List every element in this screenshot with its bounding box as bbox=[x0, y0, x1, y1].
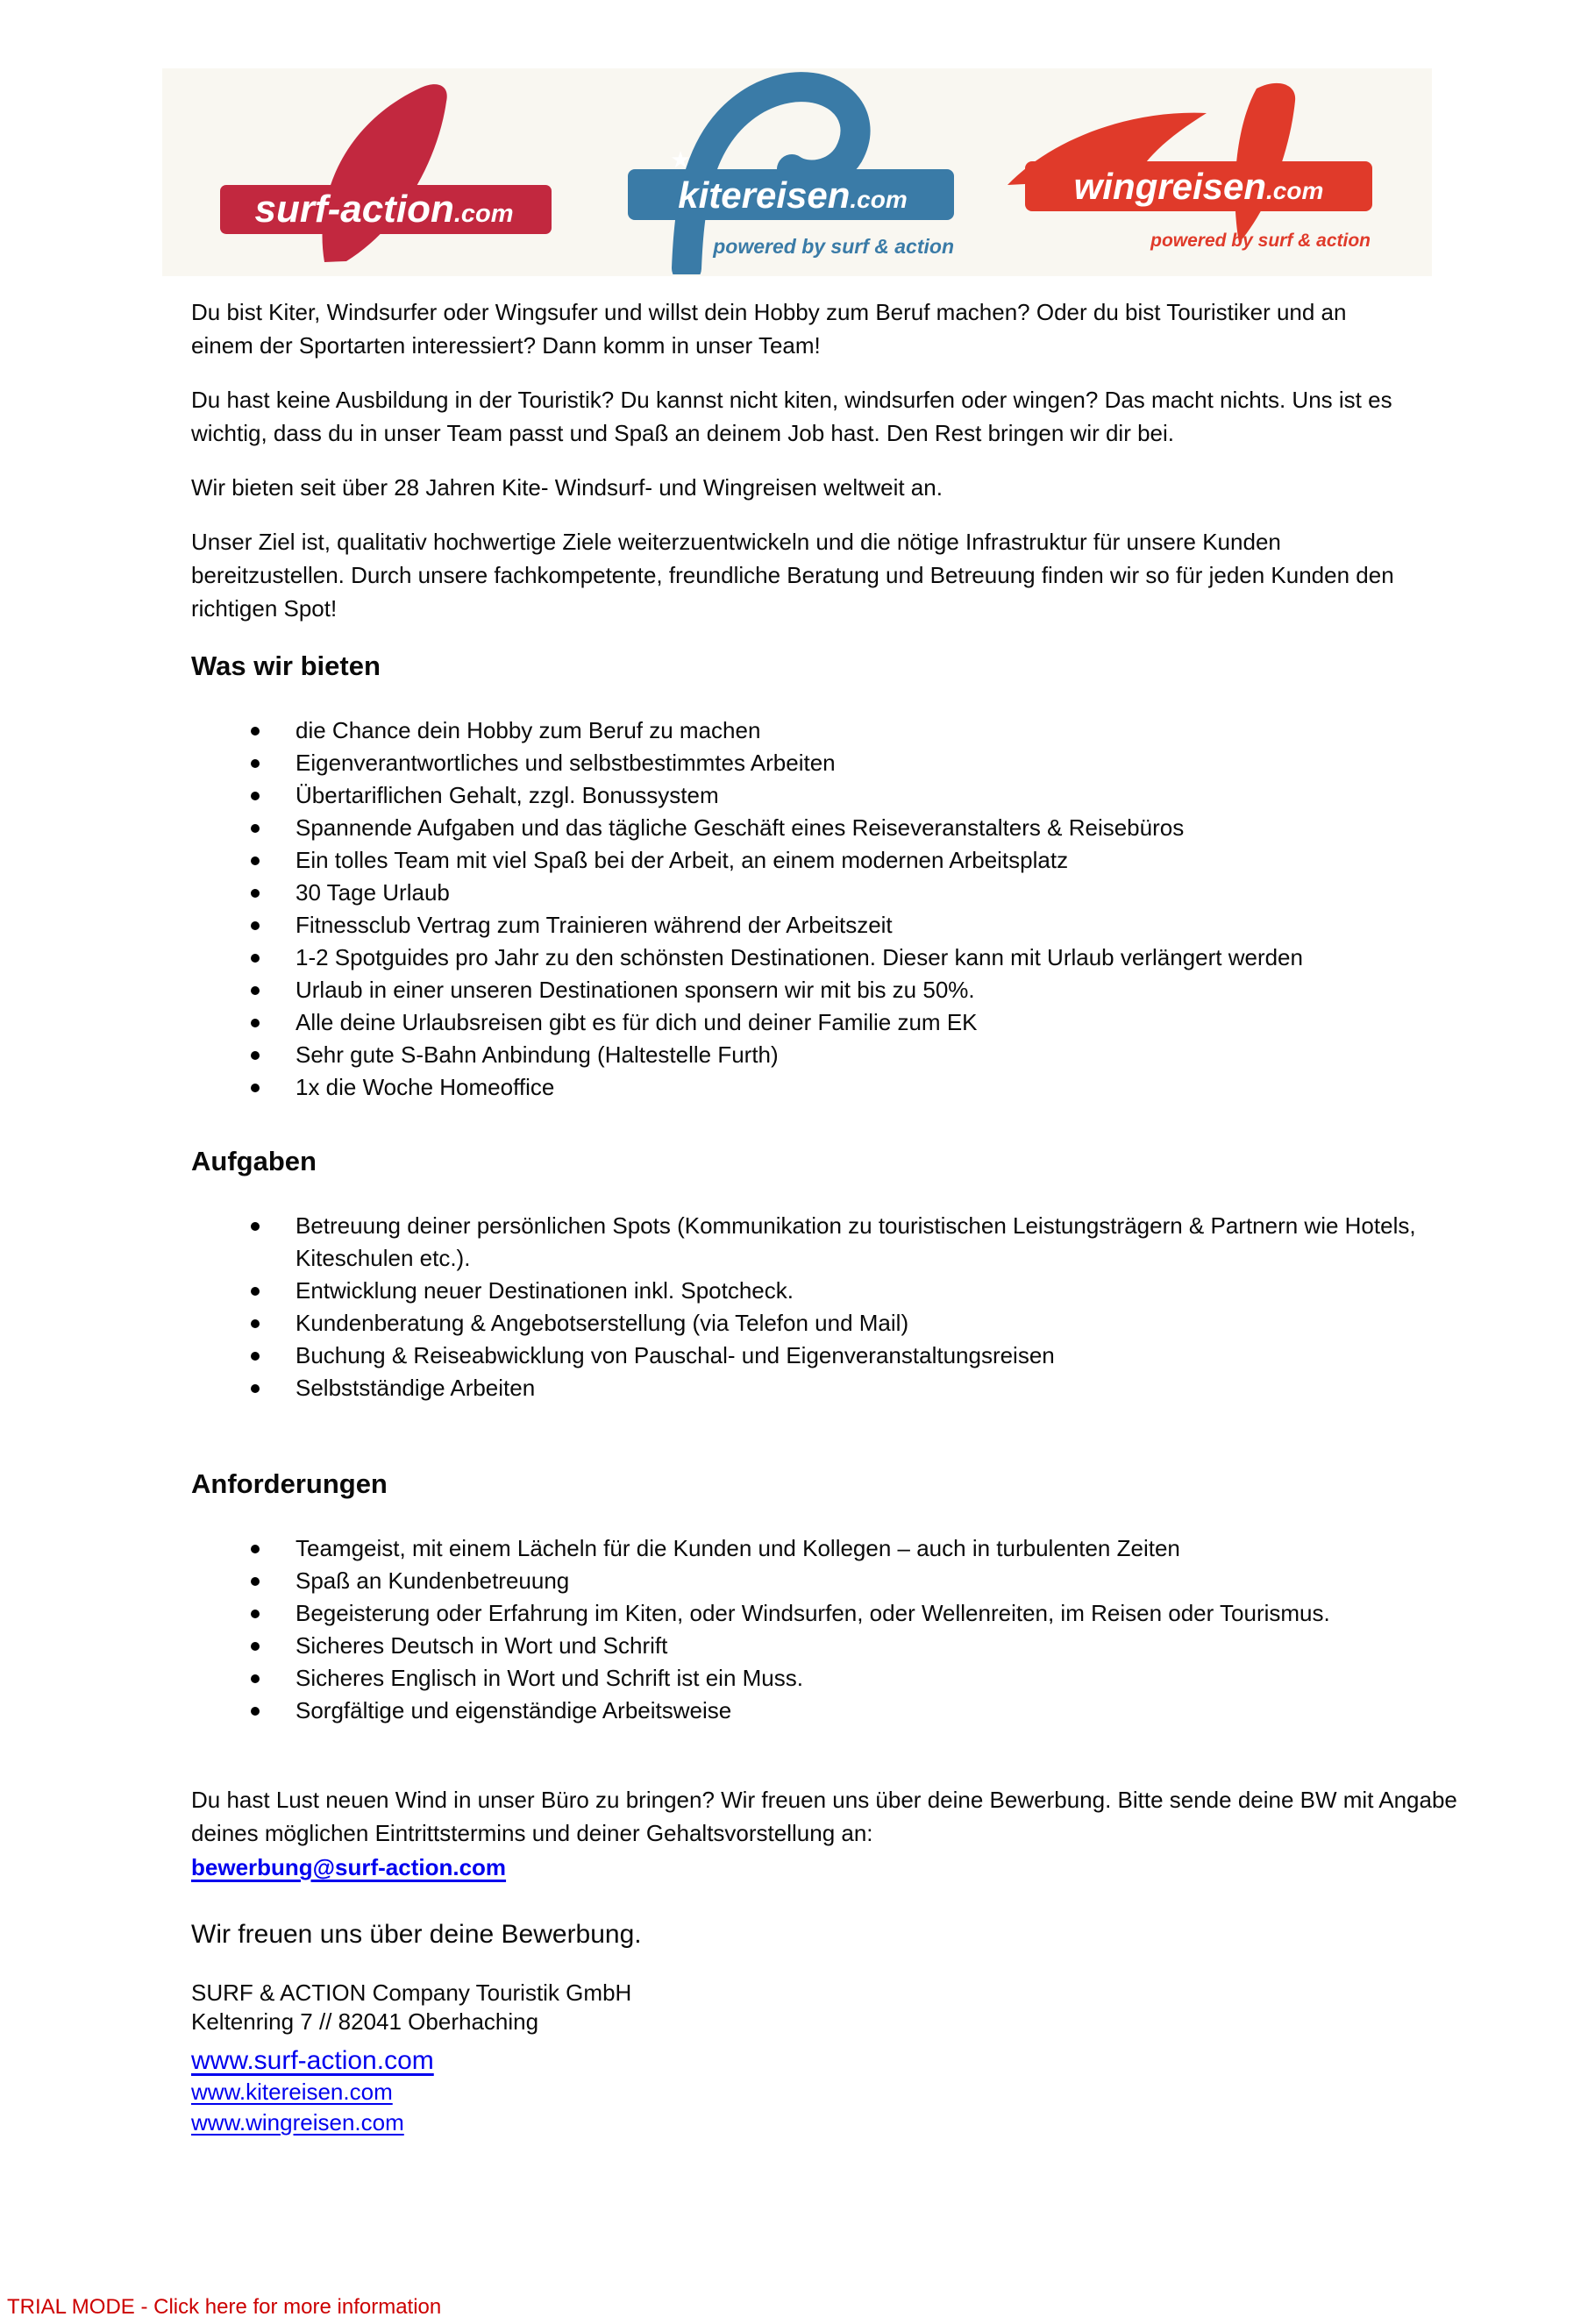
bullet-icon bbox=[251, 1674, 260, 1683]
list-item-text: die Chance dein Hobby zum Beruf zu machen bbox=[296, 717, 761, 743]
star-icon: ★ bbox=[670, 146, 691, 173]
list-item-text: Selbstständige Arbeiten bbox=[296, 1375, 536, 1401]
intro-paragraph-4: Unser Ziel ist, qualitativ hochwertige Ziele weiterzuentwickeln und die nötige Infrastruktur für unsere Kunden bereitzustellen. Durch unsere fachkompetente, freundliche Beratung und Betreuung finden wir so für jeden Kunden den richtigen Spot! bbox=[191, 529, 1394, 622]
list-item-text: 1-2 Spotguides pro Jahr zu den schönsten Destinationen. Dieser kann mit Urlaub verlängert werden bbox=[296, 944, 1303, 970]
kitereisen-tagline: powered by surf & action bbox=[713, 234, 954, 258]
bullet-icon bbox=[251, 986, 260, 995]
list-item-text: Spannende Aufgaben und das tägliche Geschäft eines Reiseveranstalters & Reisebüros bbox=[296, 814, 1185, 841]
list-item-text: Teamgeist, mit einem Lächeln für die Kunden und Kollegen – auch in turbulenten Zeiten bbox=[296, 1535, 1180, 1561]
list-item-text: Sicheres Englisch in Wort und Schrift ist ein Muss. bbox=[296, 1665, 803, 1691]
list-item bbox=[191, 974, 1533, 1006]
list-item-text: Begeisterung oder Erfahrung im Kiten, oder Windsurfen, oder Wellenreiten, im Reisen oder Tourismus. bbox=[296, 1600, 1330, 1626]
bullet-icon bbox=[251, 1577, 260, 1586]
list-item-text: Alle deine Urlaubsreisen gibt es für dich und deiner Familie zum EK bbox=[296, 1009, 978, 1035]
farewell-line: Wir freuen uns über deine Bewerbung. bbox=[191, 1920, 642, 1949]
bullet-icon bbox=[251, 1084, 260, 1092]
list-item-text: 30 Tage Urlaub bbox=[296, 879, 450, 906]
company-name: SURF & ACTION Company Touristik GmbH bbox=[191, 1979, 632, 2006]
list-item-text: Eigenverantwortliches und selbstbestimmtes Arbeiten bbox=[296, 750, 836, 776]
bullet-icon bbox=[251, 1222, 260, 1231]
list-item bbox=[191, 1340, 1533, 1372]
bullet-icon bbox=[251, 792, 260, 800]
website-link-wingreisen[interactable]: www.wingreisen.com bbox=[191, 2109, 404, 2136]
list-item bbox=[191, 1532, 1533, 1565]
list-item bbox=[191, 714, 1533, 747]
list-item bbox=[191, 747, 1533, 779]
email-link[interactable]: bewerbung@surf-action.com bbox=[191, 1854, 507, 1880]
surf-action-logo bbox=[215, 80, 557, 266]
surf-action-wordmark: surf-action.com bbox=[254, 187, 514, 231]
list-item-text: Entwicklung neuer Destinationen inkl. Spotcheck. bbox=[296, 1277, 794, 1304]
website-link-kitereisen[interactable]: www.kitereisen.com bbox=[191, 2079, 393, 2105]
requirements-list bbox=[191, 1532, 1533, 1727]
intro-paragraph-3: Wir bieten seit über 28 Jahren Kite- Windsurf- und Wingreisen weltweit an. bbox=[191, 474, 943, 501]
bullet-icon bbox=[251, 1352, 260, 1361]
bullet-icon bbox=[251, 759, 260, 768]
bullet-icon bbox=[251, 856, 260, 865]
offer-list bbox=[191, 714, 1533, 1104]
list-item bbox=[191, 1307, 1533, 1340]
section-title-offer: Was wir bieten bbox=[191, 650, 381, 681]
logo-banner bbox=[162, 68, 1432, 276]
list-item-text: Urlaub in einer unseren Destinationen sponsern wir mit bis zu 50%. bbox=[296, 977, 975, 1003]
list-item bbox=[191, 1662, 1533, 1695]
list-item bbox=[191, 1630, 1533, 1662]
list-item bbox=[191, 1565, 1533, 1597]
list-item-text: Spaß an Kundenbetreuung bbox=[296, 1567, 570, 1594]
company-address: Keltenring 7 // 82041 Oberhaching bbox=[191, 2008, 539, 2035]
list-item bbox=[191, 779, 1533, 812]
surf-action-sail-icon bbox=[323, 84, 447, 262]
bullet-icon bbox=[251, 889, 260, 898]
list-item-text: Sorgfältige und eigenständige Arbeitsweise bbox=[296, 1697, 732, 1723]
intro-paragraph-2: Du hast keine Ausbildung in der Touristik? Du kannst nicht kiten, windsurfen oder wingen? Das macht nichts. Uns ist es wichtig, dass du in unser Team passt und Spaß an deinem Job hast. Den Rest bringen wir dir bei. bbox=[191, 387, 1392, 446]
job-posting-document bbox=[0, 68, 1595, 2324]
list-item bbox=[191, 1006, 1533, 1039]
bullet-icon bbox=[251, 1019, 260, 1027]
kitereisen-wordmark: kitereisen.com bbox=[678, 174, 908, 216]
wingreisen-tagline: powered by surf & action bbox=[1150, 231, 1371, 251]
list-item bbox=[191, 877, 1533, 909]
list-item bbox=[191, 1275, 1533, 1307]
bullet-icon bbox=[251, 1319, 260, 1328]
list-item bbox=[191, 909, 1533, 942]
section-title-requirements: Anforderungen bbox=[191, 1468, 388, 1499]
bullet-icon bbox=[251, 1384, 260, 1393]
bullet-icon bbox=[251, 1610, 260, 1618]
bullet-icon bbox=[251, 1707, 260, 1716]
bullet-icon bbox=[251, 1545, 260, 1553]
list-item bbox=[191, 844, 1533, 877]
tasks-list bbox=[191, 1210, 1533, 1404]
kitereisen-logo bbox=[595, 71, 963, 274]
trial-mode-link[interactable]: TRIAL MODE - Click here for more information bbox=[7, 2295, 442, 2319]
list-item bbox=[191, 1695, 1533, 1727]
bullet-icon bbox=[251, 727, 260, 736]
bullet-icon bbox=[251, 1642, 260, 1651]
intro-paragraph-1: Du bist Kiter, Windsurfer oder Wingsufer und willst dein Hobby zum Beruf machen? Oder du bist Touristiker und an einem der Sportarten interessiert? Dann komm in unser Team! bbox=[191, 299, 1347, 359]
list-item-text: 1x die Woche Homeoffice bbox=[296, 1074, 555, 1100]
list-item-text: Übertariflichen Gehalt, zzgl. Bonussystem bbox=[296, 782, 719, 808]
list-item-text: Sehr gute S-Bahn Anbindung (Haltestelle Furth) bbox=[296, 1041, 779, 1068]
closing-paragraph: Du hast Lust neuen Wind in unser Büro zu bringen? Wir freuen uns über deine Bewerbung. Bitte sende deine BW mit Angabe deines möglichen Eintrittstermins und deiner Gehaltsvorstellung an: bbox=[191, 1787, 1457, 1846]
bullet-icon bbox=[251, 1287, 260, 1296]
list-item bbox=[191, 1071, 1533, 1104]
list-item bbox=[191, 812, 1533, 844]
bullet-icon bbox=[251, 1051, 260, 1060]
list-item bbox=[191, 1372, 1533, 1404]
list-item-text: Ein tolles Team mit viel Spaß bei der Arbeit, an einem modernen Arbeitsplatz bbox=[296, 847, 1069, 873]
list-item-text: Sicheres Deutsch in Wort und Schrift bbox=[296, 1632, 668, 1659]
wingreisen-logo bbox=[1000, 78, 1379, 267]
list-item bbox=[191, 1210, 1533, 1275]
document-body bbox=[191, 295, 1457, 2140]
bullet-icon bbox=[251, 921, 260, 930]
bullet-icon bbox=[251, 824, 260, 833]
list-item bbox=[191, 1039, 1533, 1071]
list-item bbox=[191, 1597, 1533, 1630]
list-item-text: Betreuung deiner persönlichen Spots (Kommunikation zu touristischen Leistungsträgern & Partnern wie Hotels, Kiteschulen etc.). bbox=[296, 1212, 1416, 1271]
list-item bbox=[191, 942, 1533, 974]
bullet-icon bbox=[251, 954, 260, 963]
section-title-tasks: Aufgaben bbox=[191, 1146, 317, 1176]
list-item-text: Kundenberatung & Angebotserstellung (via Telefon und Mail) bbox=[296, 1310, 909, 1336]
website-link-surf-action[interactable]: www.surf-action.com bbox=[191, 2046, 434, 2075]
list-item-text: Buchung & Reiseabwicklung von Pauschal- und Eigenveranstaltungsreisen bbox=[296, 1342, 1055, 1368]
wingreisen-wordmark: wingreisen.com bbox=[1073, 166, 1324, 207]
list-item-text: Fitnessclub Vertrag zum Trainieren während der Arbeitszeit bbox=[296, 912, 893, 938]
